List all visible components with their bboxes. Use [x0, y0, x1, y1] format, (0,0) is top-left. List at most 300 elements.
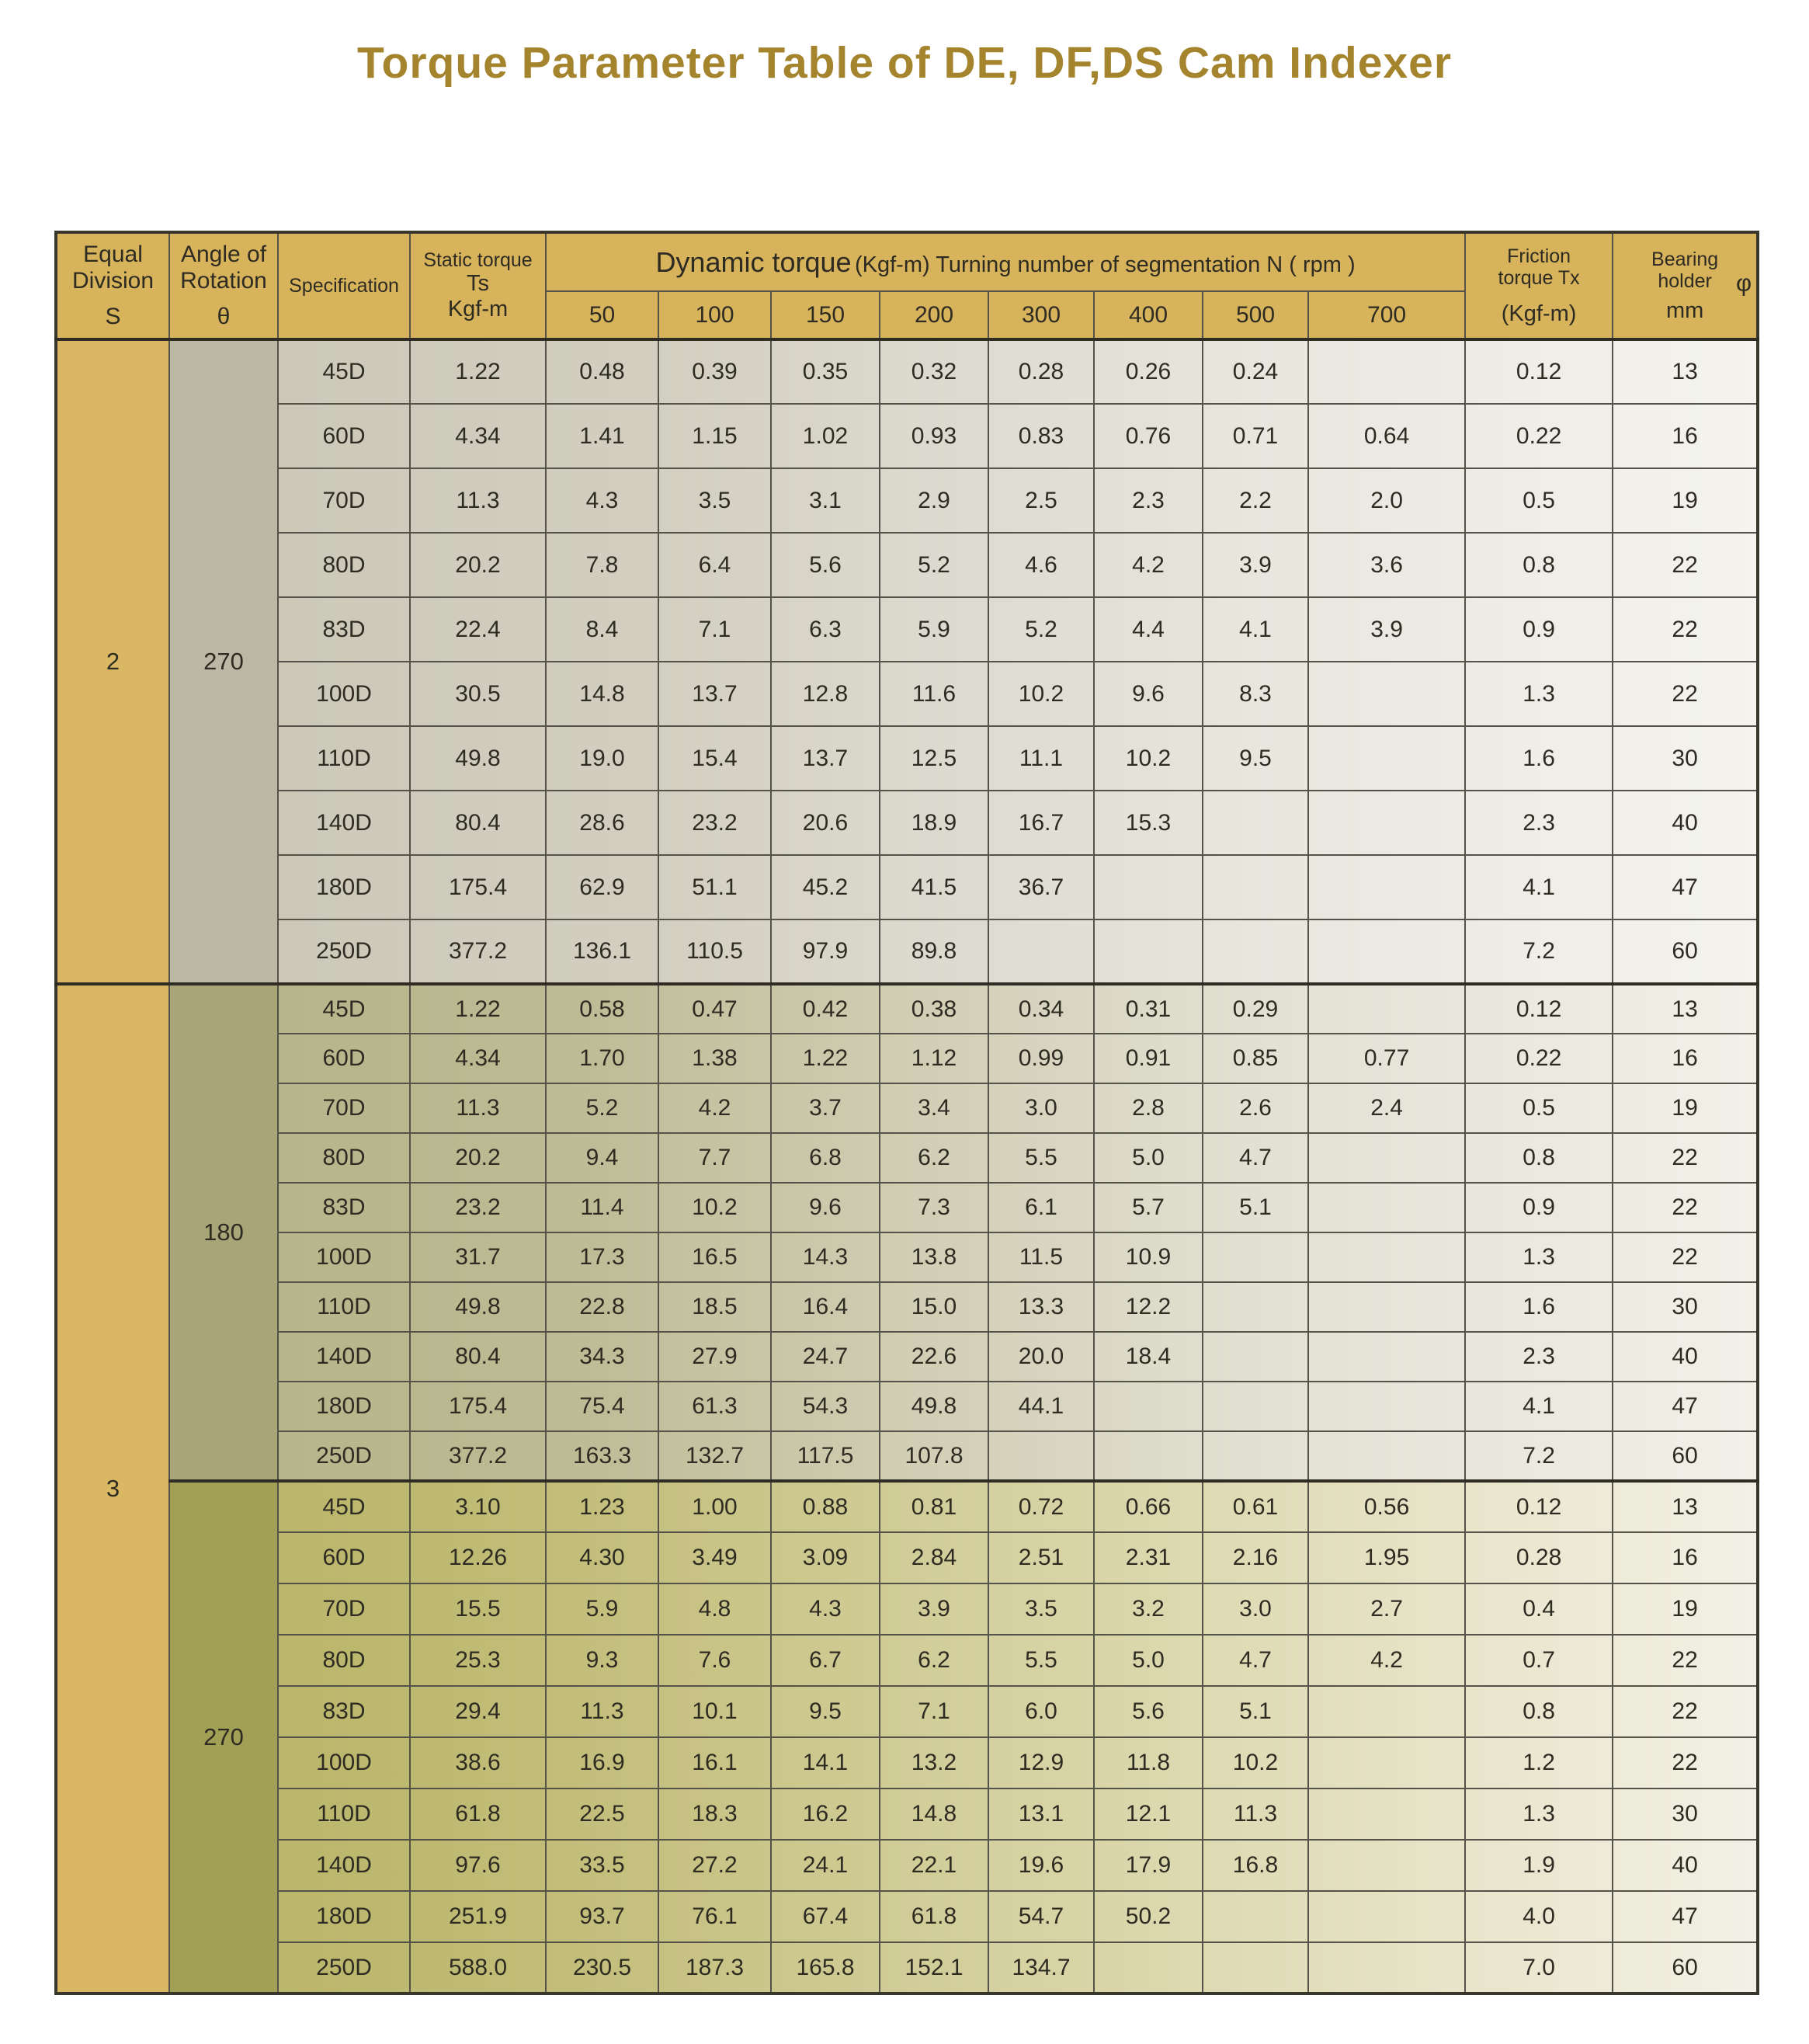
- equal-division-label: Equal Division: [71, 242, 155, 294]
- dynamic-torque-value: 0.88: [771, 1481, 880, 1532]
- table-body: [56, 339, 1758, 1994]
- dynamic-torque-value: 3.1: [771, 468, 880, 533]
- dynamic-torque-value: 7.1: [658, 597, 771, 662]
- dynamic-torque-value: 0.93: [880, 404, 988, 468]
- table-row: [56, 1282, 1758, 1332]
- dynamic-torque-value: [1094, 855, 1203, 919]
- bearing-holder-value: 22: [1613, 1737, 1758, 1788]
- dynamic-torque-value: [1308, 726, 1465, 791]
- static-torque-value: 25.3: [410, 1635, 546, 1686]
- static-torque-value: 97.6: [410, 1840, 546, 1891]
- dynamic-torque-value: 0.99: [988, 1034, 1094, 1083]
- dynamic-torque-value: [1308, 339, 1465, 404]
- dynamic-torque-value: 89.8: [880, 919, 988, 984]
- equal-division-value: 2: [56, 339, 169, 984]
- col-header-static-torque: [410, 232, 546, 339]
- static-torque-value: 1.22: [410, 984, 546, 1034]
- dynamic-torque-value: 0.83: [988, 404, 1094, 468]
- friction-torque-value: 7.0: [1465, 1942, 1613, 1994]
- col-header-dynamic-torque: [546, 232, 1465, 291]
- dynamic-torque-value: 136.1: [546, 919, 658, 984]
- dynamic-torque-value: [988, 1431, 1094, 1481]
- dynamic-torque-value: 5.9: [880, 597, 988, 662]
- dynamic-torque-value: 5.1: [1203, 1686, 1308, 1737]
- specification-value: 180D: [278, 855, 410, 919]
- static-torque-symbol: Ts: [467, 271, 489, 296]
- specification-label: Specification: [289, 275, 399, 297]
- table-row: [56, 1083, 1758, 1133]
- friction-torque-value: 2.3: [1465, 791, 1613, 855]
- dynamic-torque-value: 1.95: [1308, 1532, 1465, 1583]
- dynamic-torque-value: 20.0: [988, 1332, 1094, 1382]
- dynamic-torque-value: 6.4: [658, 533, 771, 597]
- table-row: [56, 1737, 1758, 1788]
- bearing-holder-value: 19: [1613, 1083, 1758, 1133]
- static-torque-value: 11.3: [410, 1083, 546, 1133]
- static-torque-value: 12.26: [410, 1532, 546, 1583]
- static-torque-label: Static torque: [423, 249, 533, 271]
- dynamic-torque-value: 0.31: [1094, 984, 1203, 1034]
- dynamic-torque-value: [1308, 1737, 1465, 1788]
- dynamic-torque-value: [1203, 1332, 1308, 1382]
- table-row: [56, 533, 1758, 597]
- dynamic-torque-value: [1203, 855, 1308, 919]
- dynamic-torque-value: 18.5: [658, 1282, 771, 1332]
- dynamic-torque-value: [1308, 1133, 1465, 1183]
- bearing-holder-value: 47: [1613, 855, 1758, 919]
- dynamic-torque-value: 54.3: [771, 1382, 880, 1431]
- static-torque-value: 49.8: [410, 1282, 546, 1332]
- bearing-holder-value: 16: [1613, 1532, 1758, 1583]
- dynamic-torque-value: 0.61: [1203, 1481, 1308, 1532]
- dynamic-torque-value: 3.5: [988, 1583, 1094, 1635]
- dynamic-torque-value: 5.2: [880, 533, 988, 597]
- dynamic-torque-value: 12.2: [1094, 1282, 1203, 1332]
- dynamic-torque-value: 165.8: [771, 1942, 880, 1994]
- table-row: [56, 1382, 1758, 1431]
- dynamic-torque-value: [1308, 1840, 1465, 1891]
- static-torque-value: 61.8: [410, 1788, 546, 1840]
- dynamic-torque-value: 5.2: [546, 1083, 658, 1133]
- specification-value: 80D: [278, 533, 410, 597]
- friction-torque-value: 1.3: [1465, 662, 1613, 726]
- bearing-holder-value: 22: [1613, 662, 1758, 726]
- friction-torque-value: 0.5: [1465, 468, 1613, 533]
- bearing-holder-value: 60: [1613, 919, 1758, 984]
- dynamic-torque-value: 3.7: [771, 1083, 880, 1133]
- page-title: Torque Parameter Table of DE, DF,DS Cam Indexer: [356, 38, 1453, 88]
- dynamic-torque-value: 11.4: [546, 1183, 658, 1232]
- bearing-holder-value: 13: [1613, 339, 1758, 404]
- angle-of-rotation-label: Angle of Rotation: [180, 242, 267, 294]
- dynamic-torque-value: 117.5: [771, 1431, 880, 1481]
- bearing-holder-value: 22: [1613, 1232, 1758, 1282]
- dynamic-torque-value: 2.7: [1308, 1583, 1465, 1635]
- dynamic-torque-value: 0.24: [1203, 339, 1308, 404]
- dynamic-torque-value: 1.41: [546, 404, 658, 468]
- static-torque-value: 251.9: [410, 1891, 546, 1942]
- friction-torque-label-line1: Friction: [1507, 245, 1571, 267]
- specification-value: 180D: [278, 1382, 410, 1431]
- dynamic-torque-value: 7.3: [880, 1183, 988, 1232]
- dynamic-torque-value: 4.2: [1094, 533, 1203, 597]
- dynamic-torque-value: 5.1: [1203, 1183, 1308, 1232]
- table-row: [56, 1635, 1758, 1686]
- dynamic-torque-value: 4.6: [988, 533, 1094, 597]
- specification-value: 250D: [278, 919, 410, 984]
- specification-value: 100D: [278, 662, 410, 726]
- dynamic-torque-value: 5.7: [1094, 1183, 1203, 1232]
- dynamic-torque-value: 0.76: [1094, 404, 1203, 468]
- friction-torque-value: 0.9: [1465, 597, 1613, 662]
- dynamic-torque-value: 3.0: [988, 1083, 1094, 1133]
- dynamic-torque-value: 0.81: [880, 1481, 988, 1532]
- dynamic-torque-value: 0.85: [1203, 1034, 1308, 1083]
- dynamic-torque-value: 11.5: [988, 1232, 1094, 1282]
- dynamic-torque-value: 51.1: [658, 855, 771, 919]
- static-torque-value: 175.4: [410, 1382, 546, 1431]
- table-row: [56, 404, 1758, 468]
- static-torque-value: 1.22: [410, 339, 546, 404]
- bearing-holder-value: 13: [1613, 984, 1758, 1034]
- friction-torque-value: 1.2: [1465, 1737, 1613, 1788]
- dynamic-torque-value: 11.3: [1203, 1788, 1308, 1840]
- friction-torque-value: 1.3: [1465, 1788, 1613, 1840]
- speed-column-header: 500: [1203, 291, 1308, 339]
- dynamic-torque-value: 54.7: [988, 1891, 1094, 1942]
- specification-value: 45D: [278, 984, 410, 1034]
- bearing-holder-value: 40: [1613, 1840, 1758, 1891]
- friction-torque-label-line2: torque Tx: [1498, 266, 1580, 289]
- dynamic-torque-value: 3.6: [1308, 533, 1465, 597]
- static-torque-value: 20.2: [410, 533, 546, 597]
- dynamic-torque-value: 2.51: [988, 1532, 1094, 1583]
- dynamic-torque-value: 9.6: [771, 1183, 880, 1232]
- bearing-holder-value: 30: [1613, 726, 1758, 791]
- speed-column-header: 200: [880, 291, 988, 339]
- friction-torque-value: 0.22: [1465, 1034, 1613, 1083]
- angle-of-rotation-value: 270: [169, 1481, 278, 1994]
- specification-value: 70D: [278, 1083, 410, 1133]
- bearing-holder-value: 22: [1613, 533, 1758, 597]
- col-header-equal-division: [56, 232, 169, 339]
- dynamic-torque-value: [1203, 919, 1308, 984]
- dynamic-torque-value: [1094, 1942, 1203, 1994]
- dynamic-torque-value: 0.56: [1308, 1481, 1465, 1532]
- table-row: [56, 1183, 1758, 1232]
- dynamic-torque-value: 16.7: [988, 791, 1094, 855]
- dynamic-torque-value: 6.0: [988, 1686, 1094, 1737]
- dynamic-torque-value: 13.7: [771, 726, 880, 791]
- friction-torque-value: 0.28: [1465, 1532, 1613, 1583]
- dynamic-torque-value: 6.3: [771, 597, 880, 662]
- dynamic-torque-value: 75.4: [546, 1382, 658, 1431]
- friction-torque-value: 4.1: [1465, 855, 1613, 919]
- dynamic-torque-value: [1094, 1431, 1203, 1481]
- dynamic-torque-value: [1308, 791, 1465, 855]
- dynamic-torque-value: 9.6: [1094, 662, 1203, 726]
- dynamic-torque-value: 12.9: [988, 1737, 1094, 1788]
- dynamic-torque-value: 0.26: [1094, 339, 1203, 404]
- static-torque-value: 30.5: [410, 662, 546, 726]
- bearing-holder-unit: mm: [1665, 297, 1704, 323]
- dynamic-torque-value: 5.5: [988, 1635, 1094, 1686]
- bearing-holder-value: 47: [1613, 1382, 1758, 1431]
- dynamic-torque-value: 13.2: [880, 1737, 988, 1788]
- dynamic-torque-value: [1308, 1686, 1465, 1737]
- specification-value: 180D: [278, 1891, 410, 1942]
- dynamic-torque-value: [1308, 919, 1465, 984]
- dynamic-torque-value: 0.91: [1094, 1034, 1203, 1083]
- friction-torque-value: 0.7: [1465, 1635, 1613, 1686]
- dynamic-torque-value: [1308, 1232, 1465, 1282]
- bearing-holder-value: 16: [1613, 1034, 1758, 1083]
- dynamic-torque-value: 8.3: [1203, 662, 1308, 726]
- dynamic-torque-value: 230.5: [546, 1942, 658, 1994]
- dynamic-torque-value: 1.00: [658, 1481, 771, 1532]
- dynamic-torque-value: 22.6: [880, 1332, 988, 1382]
- dynamic-torque-value: 3.0: [1203, 1583, 1308, 1635]
- dynamic-torque-value: 3.49: [658, 1532, 771, 1583]
- dynamic-torque-value: 1.23: [546, 1481, 658, 1532]
- dynamic-torque-value: 22.5: [546, 1788, 658, 1840]
- specification-value: 60D: [278, 1034, 410, 1083]
- dynamic-torque-value: 0.47: [658, 984, 771, 1034]
- specification-value: 140D: [278, 1332, 410, 1382]
- torque-parameter-table: [54, 231, 1759, 1995]
- table-row: [56, 1788, 1758, 1840]
- header-row-main: [56, 232, 1758, 291]
- dynamic-torque-value: 5.0: [1094, 1635, 1203, 1686]
- dynamic-torque-value: 19.6: [988, 1840, 1094, 1891]
- dynamic-torque-value: [1308, 1183, 1465, 1232]
- dynamic-torque-value: 50.2: [1094, 1891, 1203, 1942]
- friction-torque-value: 4.1: [1465, 1382, 1613, 1431]
- dynamic-torque-value: 2.6: [1203, 1083, 1308, 1133]
- dynamic-torque-value: 4.3: [771, 1583, 880, 1635]
- dynamic-torque-value: 2.3: [1094, 468, 1203, 533]
- dynamic-torque-value: 4.1: [1203, 597, 1308, 662]
- dynamic-torque-value: 0.64: [1308, 404, 1465, 468]
- friction-torque-unit: (Kgf-m): [1501, 301, 1577, 326]
- dynamic-torque-value: 3.5: [658, 468, 771, 533]
- dynamic-torque-value: 41.5: [880, 855, 988, 919]
- dynamic-torque-value: 33.5: [546, 1840, 658, 1891]
- speed-column-header: 700: [1308, 291, 1465, 339]
- dynamic-torque-value: 10.2: [658, 1183, 771, 1232]
- dynamic-torque-value: 1.70: [546, 1034, 658, 1083]
- dynamic-torque-value: 4.7: [1203, 1133, 1308, 1183]
- friction-torque-value: 7.2: [1465, 1431, 1613, 1481]
- bearing-holder-value: 19: [1613, 468, 1758, 533]
- dynamic-torque-value: 14.3: [771, 1232, 880, 1282]
- dynamic-torque-value: 18.4: [1094, 1332, 1203, 1382]
- static-torque-value: 31.7: [410, 1232, 546, 1282]
- static-torque-value: 4.34: [410, 1034, 546, 1083]
- static-torque-unit: Kgf-m: [447, 297, 509, 322]
- dynamic-torque-value: 16.2: [771, 1788, 880, 1840]
- table-row: [56, 1481, 1758, 1532]
- dynamic-torque-value: 19.0: [546, 726, 658, 791]
- dynamic-torque-value: [1308, 662, 1465, 726]
- static-torque-value: 377.2: [410, 1431, 546, 1481]
- bearing-holder-value: 19: [1613, 1583, 1758, 1635]
- dynamic-torque-value: 62.9: [546, 855, 658, 919]
- dynamic-torque-value: 110.5: [658, 919, 771, 984]
- friction-torque-value: 0.8: [1465, 1686, 1613, 1737]
- dynamic-torque-value: [1203, 1431, 1308, 1481]
- specification-value: 60D: [278, 404, 410, 468]
- static-torque-value: 23.2: [410, 1183, 546, 1232]
- angle-of-rotation-value: 270: [169, 339, 278, 984]
- dynamic-torque-value: 2.31: [1094, 1532, 1203, 1583]
- dynamic-torque-value: 5.5: [988, 1133, 1094, 1183]
- dynamic-torque-value: 2.2: [1203, 468, 1308, 533]
- table-header: [56, 232, 1758, 339]
- bearing-holder-label-line1: Bearing: [1651, 248, 1719, 270]
- dynamic-torque-value: 3.2: [1094, 1583, 1203, 1635]
- friction-torque-value: 1.6: [1465, 1282, 1613, 1332]
- dynamic-torque-value: 134.7: [988, 1942, 1094, 1994]
- friction-torque-value: 4.0: [1465, 1891, 1613, 1942]
- dynamic-torque-value: 10.9: [1094, 1232, 1203, 1282]
- bearing-holder-value: 40: [1613, 791, 1758, 855]
- table-row: [56, 468, 1758, 533]
- dynamic-torque-value: 2.16: [1203, 1532, 1308, 1583]
- friction-torque-value: 1.6: [1465, 726, 1613, 791]
- dynamic-torque-value: 9.3: [546, 1635, 658, 1686]
- dynamic-torque-value: 1.12: [880, 1034, 988, 1083]
- bearing-holder-value: 16: [1613, 404, 1758, 468]
- specification-value: 100D: [278, 1737, 410, 1788]
- dynamic-torque-value: 11.8: [1094, 1737, 1203, 1788]
- angle-of-rotation-symbol: θ: [217, 304, 231, 329]
- dynamic-torque-value: 45.2: [771, 855, 880, 919]
- col-header-angle-of-rotation: [169, 232, 278, 339]
- equal-division-value: 3: [56, 984, 169, 1994]
- dynamic-torque-value: 9.5: [1203, 726, 1308, 791]
- dynamic-torque-value: 4.2: [658, 1083, 771, 1133]
- dynamic-torque-value: 49.8: [880, 1382, 988, 1431]
- dynamic-torque-value: 2.84: [880, 1532, 988, 1583]
- dynamic-torque-value: 0.35: [771, 339, 880, 404]
- specification-value: 250D: [278, 1431, 410, 1481]
- specification-value: 110D: [278, 1282, 410, 1332]
- dynamic-torque-value: 10.2: [1094, 726, 1203, 791]
- bearing-holder-value: 60: [1613, 1431, 1758, 1481]
- dynamic-torque-value: [1308, 984, 1465, 1034]
- col-header-bearing-holder: [1613, 232, 1758, 339]
- dynamic-torque-value: 2.5: [988, 468, 1094, 533]
- dynamic-torque-value: 7.7: [658, 1133, 771, 1183]
- dynamic-torque-value: 2.8: [1094, 1083, 1203, 1133]
- dynamic-torque-value: 0.28: [988, 339, 1094, 404]
- dynamic-torque-value: [1308, 855, 1465, 919]
- specification-value: 110D: [278, 726, 410, 791]
- dynamic-torque-value: 10.1: [658, 1686, 771, 1737]
- friction-torque-value: 1.9: [1465, 1840, 1613, 1891]
- col-header-specification: [278, 232, 410, 339]
- table-row: [56, 1840, 1758, 1891]
- specification-value: 80D: [278, 1133, 410, 1183]
- phi-symbol: φ: [1736, 269, 1752, 297]
- dynamic-torque-value: [1203, 791, 1308, 855]
- dynamic-torque-subtitle: (Kgf-m) Turning number of segmentation N ( rpm ): [855, 252, 1356, 277]
- dynamic-torque-value: [1308, 1332, 1465, 1382]
- specification-value: 140D: [278, 791, 410, 855]
- specification-value: 83D: [278, 1183, 410, 1232]
- dynamic-torque-value: 14.1: [771, 1737, 880, 1788]
- dynamic-torque-value: [1094, 919, 1203, 984]
- dynamic-torque-value: 132.7: [658, 1431, 771, 1481]
- dynamic-torque-value: 0.38: [880, 984, 988, 1034]
- table-row: [56, 1034, 1758, 1083]
- dynamic-torque-value: 76.1: [658, 1891, 771, 1942]
- dynamic-torque-value: 9.4: [546, 1133, 658, 1183]
- dynamic-torque-value: 4.2: [1308, 1635, 1465, 1686]
- dynamic-torque-value: 2.0: [1308, 468, 1465, 533]
- dynamic-torque-value: 6.8: [771, 1133, 880, 1183]
- static-torque-value: 29.4: [410, 1686, 546, 1737]
- dynamic-torque-value: 16.9: [546, 1737, 658, 1788]
- dynamic-torque-value: 34.3: [546, 1332, 658, 1382]
- specification-value: 70D: [278, 468, 410, 533]
- specification-value: 110D: [278, 1788, 410, 1840]
- dynamic-torque-value: 6.1: [988, 1183, 1094, 1232]
- dynamic-torque-value: 4.4: [1094, 597, 1203, 662]
- dynamic-torque-value: 0.29: [1203, 984, 1308, 1034]
- dynamic-torque-value: 16.4: [771, 1282, 880, 1332]
- friction-torque-value: 0.12: [1465, 984, 1613, 1034]
- bearing-holder-value: 22: [1613, 1183, 1758, 1232]
- dynamic-torque-value: 6.2: [880, 1133, 988, 1183]
- static-torque-value: 588.0: [410, 1942, 546, 1994]
- dynamic-torque-value: 107.8: [880, 1431, 988, 1481]
- dynamic-torque-value: 9.5: [771, 1686, 880, 1737]
- dynamic-torque-value: 3.9: [1203, 533, 1308, 597]
- dynamic-torque-value: [1308, 1942, 1465, 1994]
- dynamic-torque-value: 67.4: [771, 1891, 880, 1942]
- dynamic-torque-value: 16.8: [1203, 1840, 1308, 1891]
- dynamic-torque-value: [1203, 1232, 1308, 1282]
- bearing-holder-value: 40: [1613, 1332, 1758, 1382]
- dynamic-torque-value: 0.71: [1203, 404, 1308, 468]
- dynamic-torque-value: 28.6: [546, 791, 658, 855]
- dynamic-torque-value: 14.8: [546, 662, 658, 726]
- dynamic-torque-value: 27.2: [658, 1840, 771, 1891]
- dynamic-torque-value: [1203, 1891, 1308, 1942]
- table-row: [56, 1891, 1758, 1942]
- dynamic-torque-value: 16.1: [658, 1737, 771, 1788]
- dynamic-torque-value: 187.3: [658, 1942, 771, 1994]
- specification-value: 83D: [278, 597, 410, 662]
- dynamic-torque-value: 20.6: [771, 791, 880, 855]
- dynamic-torque-value: 5.6: [771, 533, 880, 597]
- friction-torque-value: 1.3: [1465, 1232, 1613, 1282]
- speed-column-header: 300: [988, 291, 1094, 339]
- dynamic-torque-value: 22.1: [880, 1840, 988, 1891]
- dynamic-torque-value: 23.2: [658, 791, 771, 855]
- dynamic-torque-value: 13.7: [658, 662, 771, 726]
- dynamic-torque-value: 61.8: [880, 1891, 988, 1942]
- dynamic-torque-value: 7.6: [658, 1635, 771, 1686]
- dynamic-torque-value: [1308, 1788, 1465, 1840]
- static-torque-value: 175.4: [410, 855, 546, 919]
- static-torque-value: 80.4: [410, 1332, 546, 1382]
- dynamic-torque-value: 1.02: [771, 404, 880, 468]
- static-torque-value: 80.4: [410, 791, 546, 855]
- dynamic-torque-value: 0.48: [546, 339, 658, 404]
